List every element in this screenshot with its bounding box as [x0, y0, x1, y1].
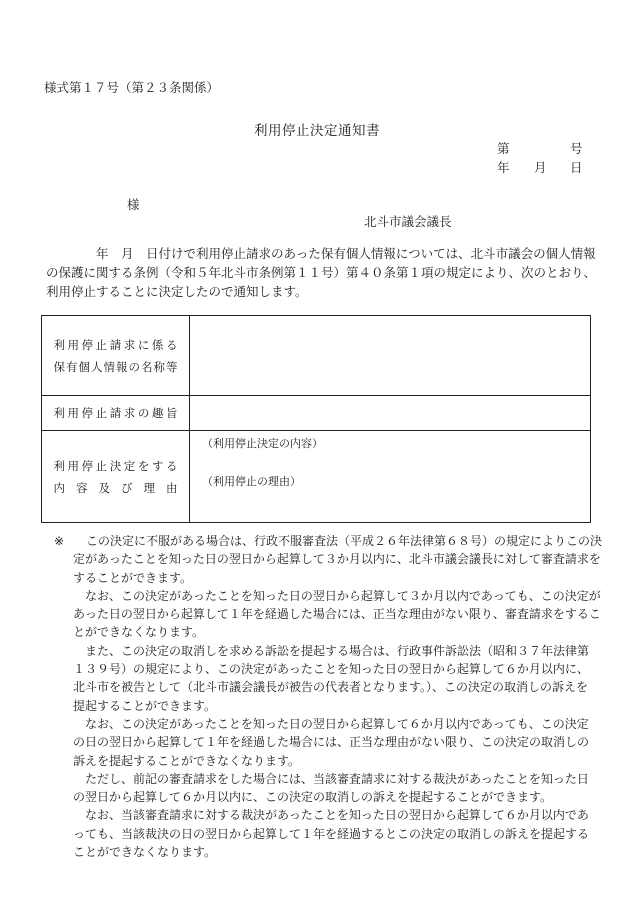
label-line: 保有個人情報の名称等 — [53, 359, 178, 374]
label-record-name — [42, 316, 190, 396]
notes-paragraph — [60, 715, 590, 770]
note-line: なお、この決定があったことを知った日の翌日から起算して３か月以内であっても、この決定が — [85, 588, 601, 603]
note-line: なお、この決定があったことを知った日の翌日から起算して６か月以内であっても、この決定 — [85, 716, 589, 731]
decision-content-note: （利用停止決定の内容） — [202, 437, 323, 450]
note-line: 提起することができます。 — [73, 698, 217, 713]
value-record-name — [190, 316, 591, 396]
note-line: の日の翌日から起算して１年を経過した場合には、正当な理由がない限り、この決定の取消しの — [73, 735, 590, 750]
note-line: この決定に不服がある場合は、行政不服審査法（平成２６年法律第６８号）の規定によりこの決 — [86, 534, 603, 548]
addressee-suffix: 様 — [127, 197, 140, 212]
intro-line: の保護に関する条例（令和５年北斗市条例第１１号）第４０条第１項の規定により、次のとおり、 — [46, 265, 597, 280]
form-number: 様式第１７号（第２３条関係） — [44, 80, 220, 95]
table-row — [42, 396, 591, 431]
intro-paragraph — [46, 244, 597, 301]
appeal-notes — [54, 532, 603, 861]
document-number-prefix: 第 — [497, 141, 510, 156]
notes-paragraph — [54, 532, 603, 587]
note-line: っても、当該裁決の日の翌日から起算して１年を経過するとこの決定の取消しの訴えを提起する — [73, 826, 590, 841]
notes-paragraph — [60, 806, 590, 861]
notes-paragraph — [60, 587, 601, 642]
intro-line: 利用停止することに決定したので通知します。 — [46, 284, 308, 299]
table-row — [42, 431, 591, 523]
notes-paragraph — [60, 642, 590, 715]
intro-line: 年 月 日付けで利用停止請求のあった保有個人情報については、北斗市議会の個人情報 — [96, 246, 596, 261]
label-decision-content — [42, 431, 190, 523]
note-line: とができなくなります。 — [73, 625, 205, 640]
sender-name: 北斗市議会議長 — [364, 214, 452, 229]
date-month-label: 月 — [534, 160, 547, 175]
note-line: また、この決定の取消しを求める訴訟を提起する場合は、行政事件訴訟法（昭和３７年法律第 — [85, 643, 590, 658]
note-line: あった日の翌日から起算して１年を経過した場合には、正当な理由がない限り、審査請求をするこ — [73, 607, 601, 622]
note-line: なお、当該審査請求に対する裁決があったことを知った日の翌日から起算して６か月以内であ — [85, 808, 589, 823]
note-line: 定があったことを知った日の翌日から起算して３か月以内に、北斗市議会議長に対して審査請求を — [73, 552, 601, 567]
notes-paragraph — [60, 770, 590, 807]
note-mark: ※ — [54, 534, 65, 548]
note-line: ただし、前記の審査請求をした場合には、当該審査請求に対する裁決があったことを知った日 — [85, 771, 589, 786]
label-line: 利用停止請求に係る — [53, 337, 178, 352]
note-line: １３９号）の規定により、この決定があったことを知った日の翌日から起算して６か月以内に、 — [73, 662, 589, 677]
value-decision-content — [190, 431, 591, 523]
label-line: 内容及び理由 — [53, 480, 178, 495]
document-number-suffix: 号 — [570, 141, 583, 156]
decision-reason-note: （利用停止の理由） — [202, 475, 301, 488]
date-day-label: 日 — [570, 160, 583, 175]
date-year-label: 年 — [497, 160, 510, 175]
note-line: 訴えを提起することができなくなります。 — [73, 753, 301, 768]
table-row — [42, 316, 591, 396]
decision-table — [41, 315, 591, 523]
label-request-purpose: 利用停止請求の趣旨 — [42, 396, 190, 431]
note-line: 北斗市を被告として（北斗市議会議長が被告の代表者となります。）、この決定の取消しの訴えを — [73, 680, 589, 695]
value-request-purpose — [190, 396, 591, 431]
label-line: 利用停止決定をする — [53, 458, 178, 473]
document-title: 利用停止決定通知書 — [254, 123, 380, 139]
note-line: することができます。 — [73, 570, 193, 585]
note-line: ことができなくなります。 — [73, 845, 217, 860]
note-line: の翌日から起算して６か月以内に、この決定の取消しの訴えを提起することができます。 — [73, 790, 553, 805]
